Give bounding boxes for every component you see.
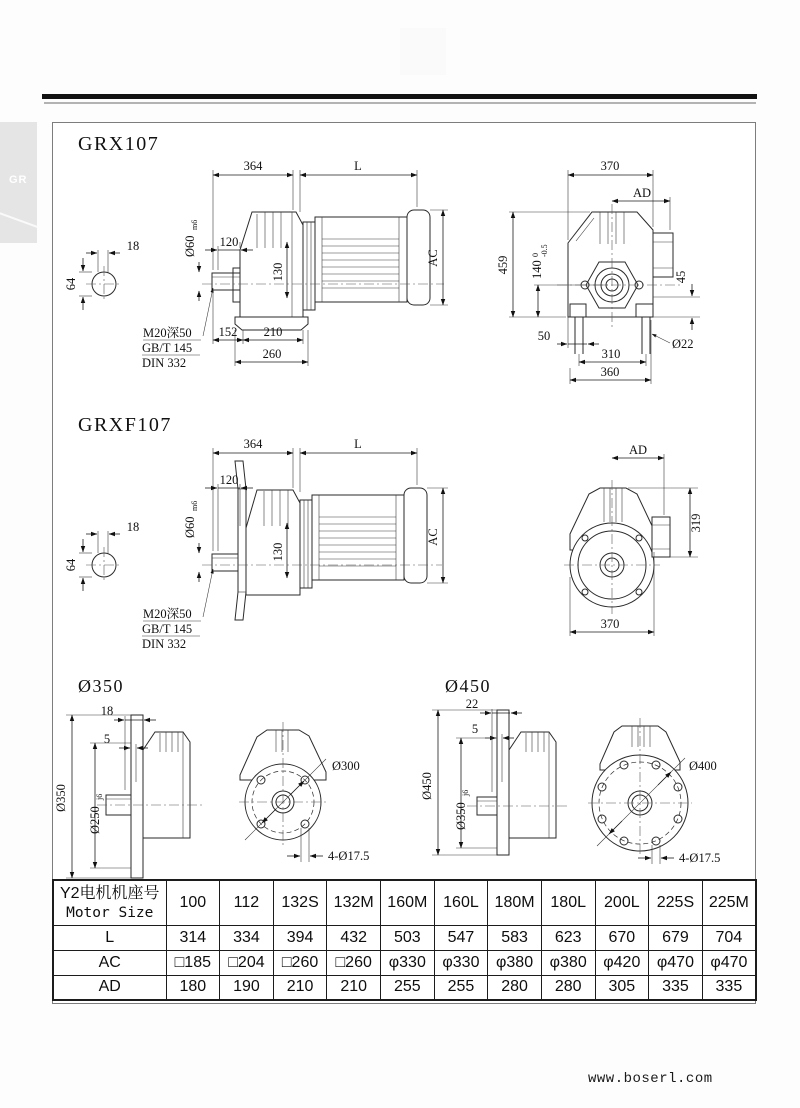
table-cell: □185: [166, 950, 220, 975]
dim-label: 5: [471, 722, 479, 736]
website-url: www.boserl.com: [588, 1071, 713, 1087]
note-tapped-hole: M20深50: [143, 326, 192, 340]
table-cell: 679: [649, 925, 703, 950]
dim-label-sub: m6: [190, 219, 199, 230]
dim-label: 310: [601, 347, 621, 361]
side-tab-label: GR: [9, 174, 28, 186]
dim-label: AD: [628, 443, 648, 457]
dim-label: 130: [271, 262, 285, 282]
table-column-header: 112: [220, 880, 274, 925]
dim-label: 18: [126, 239, 140, 253]
table-column-header: 225S: [649, 880, 703, 925]
table-cell: φ470: [702, 950, 756, 975]
table-header-en: Motor Size: [66, 904, 154, 921]
grx107-front-view: [496, 159, 700, 384]
dim-shaft-dia: [183, 501, 199, 538]
table-cell: φ330: [434, 950, 488, 975]
table-column-header: 100: [166, 880, 220, 925]
dim-label: 120: [219, 235, 239, 249]
table-column-header: 180M: [488, 880, 542, 925]
dim-label: 22: [465, 697, 479, 711]
flange350-section: [54, 676, 369, 878]
table-header-motor-size: [53, 880, 166, 925]
table-cell: 547: [434, 925, 488, 950]
dim-label: 4-Ø17.5: [679, 851, 721, 865]
dim-label: 370: [600, 617, 620, 631]
dim-label: Ø350: [454, 802, 468, 830]
table-cell: 210: [273, 975, 327, 1000]
section-title: GRX107: [78, 133, 160, 155]
table-cell: 280: [488, 975, 542, 1000]
table-cell: 335: [649, 975, 703, 1000]
dim-label: 64: [64, 277, 78, 291]
table-cell: φ470: [649, 950, 703, 975]
top-rule-thin: [44, 102, 756, 104]
dim-spigot-dia: [454, 790, 470, 830]
dim-label: Ø400: [689, 759, 717, 773]
table-cell: 255: [434, 975, 488, 1000]
dim-label: 364: [243, 437, 263, 451]
note-standard-din: DIN 332: [142, 637, 187, 651]
dim-label: 360: [600, 365, 620, 379]
grxf107-shaft-section: [64, 520, 139, 591]
dim-label: 120: [219, 473, 239, 487]
dim-label: Ø300: [332, 759, 360, 773]
table-cell: □260: [327, 950, 381, 975]
table-column-header: 200L: [595, 880, 649, 925]
table-cell: 503: [381, 925, 435, 950]
table-cell: 255: [381, 975, 435, 1000]
section-title: Ø350: [78, 676, 124, 696]
dim-label-sup: 0: [531, 253, 540, 257]
table-column-header: 132S: [273, 880, 327, 925]
dim-shaft-dia: [183, 220, 199, 257]
grx107-shaft-section: [64, 239, 139, 310]
dim-label: 152: [218, 325, 238, 339]
table-cell: 670: [595, 925, 649, 950]
dim-label: Ø450: [420, 772, 434, 800]
table-column-header: 225M: [702, 880, 756, 925]
table-column-header: 160M: [381, 880, 435, 925]
table-cell: 335: [702, 975, 756, 1000]
table-cell: 280: [541, 975, 595, 1000]
dim-label: Ø250: [88, 806, 102, 834]
table-header-row: [53, 880, 756, 925]
table-row: [53, 975, 756, 1000]
dim-label: 64: [64, 558, 78, 572]
table-column-header: 132M: [327, 880, 381, 925]
table-cell: 305: [595, 975, 649, 1000]
side-tab-diagonal: [0, 210, 37, 232]
dim-label: 210: [263, 325, 283, 339]
table-cell: □204: [220, 950, 274, 975]
table-cell: 190: [220, 975, 274, 1000]
watermark: [400, 28, 446, 75]
dim-label: L: [354, 437, 362, 451]
table-cell: φ380: [488, 950, 542, 975]
grxf107-front-view: [564, 443, 703, 636]
dim-label: Ø60: [183, 235, 197, 257]
dim-label: 45: [674, 270, 688, 284]
table-header-cn: Y2电机机座号: [59, 884, 160, 902]
grx107-side-view: [142, 159, 448, 370]
table-row: [53, 925, 756, 950]
dim-label: 130: [271, 542, 285, 562]
table-cell: 180: [166, 975, 220, 1000]
dim-label: 5: [103, 732, 111, 746]
dim-label: 364: [243, 159, 263, 173]
table-cell: □260: [273, 950, 327, 975]
table-cell: φ330: [381, 950, 435, 975]
table-cell: 314: [166, 925, 220, 950]
flange350-front-view: [239, 722, 369, 863]
table-cell: 394: [273, 925, 327, 950]
dim-label: 18: [126, 520, 140, 534]
table-cell: φ380: [541, 950, 595, 975]
dim-label: AC: [426, 528, 440, 546]
table-row: [53, 950, 756, 975]
table-column-header: 160L: [434, 880, 488, 925]
table-cell: 704: [702, 925, 756, 950]
table-cell: 334: [220, 925, 274, 950]
flange450-side-view: [420, 697, 567, 855]
section-title: Ø450: [445, 676, 491, 696]
flange350-side-view: [54, 704, 202, 878]
table-cell: φ420: [595, 950, 649, 975]
dim-label: L: [354, 159, 362, 173]
dim-label: Ø350: [54, 784, 68, 812]
dim-label: AD: [632, 186, 652, 200]
table-cell: 583: [488, 925, 542, 950]
dim-label-sub: -0.5: [540, 244, 549, 257]
flange450-section: [420, 676, 720, 865]
table-row-label: L: [53, 925, 166, 950]
dim-label-sub: m6: [190, 500, 199, 511]
dim-spigot-dia: [88, 794, 104, 834]
dim-label: 370: [600, 159, 620, 173]
dim-label: 319: [689, 513, 703, 533]
dim-label-sub: j6: [461, 789, 470, 796]
dim-label: Ø60: [183, 516, 197, 538]
table-cell: 623: [541, 925, 595, 950]
dim-label: 140: [530, 260, 544, 279]
dim-label: 4-Ø17.5: [328, 849, 370, 863]
table-row-label: AC: [53, 950, 166, 975]
dim-label: 50: [537, 329, 551, 343]
side-tab: [0, 122, 37, 243]
dim-label: 18: [100, 704, 114, 718]
dim-label: 459: [496, 255, 510, 275]
technical-drawings: [52, 122, 756, 880]
note-tapped-hole: M20深50: [143, 607, 192, 621]
table-cell: 210: [327, 975, 381, 1000]
note-standard-din: DIN 332: [142, 356, 187, 370]
note-standard-gbt: GB/T 145: [142, 341, 193, 355]
dim-label: Ø22: [672, 337, 694, 351]
flange450-front-view: [588, 718, 720, 865]
table-cell: 432: [327, 925, 381, 950]
table-row-label: AD: [53, 975, 166, 1000]
section-title: GRXF107: [78, 414, 172, 436]
grxf107-section: [64, 414, 703, 651]
grxf107-side-view: [142, 437, 448, 651]
dim-label: 260: [262, 347, 282, 361]
grx107-section: [64, 133, 700, 384]
table-column-header: 180L: [541, 880, 595, 925]
motor-size-table: [52, 879, 757, 1001]
top-rule-thick: [42, 94, 757, 99]
dim-140-tolerance: [530, 244, 549, 279]
note-standard-gbt: GB/T 145: [142, 622, 193, 636]
dim-label-sub: j6: [95, 793, 104, 800]
dim-label: AC: [426, 249, 440, 267]
